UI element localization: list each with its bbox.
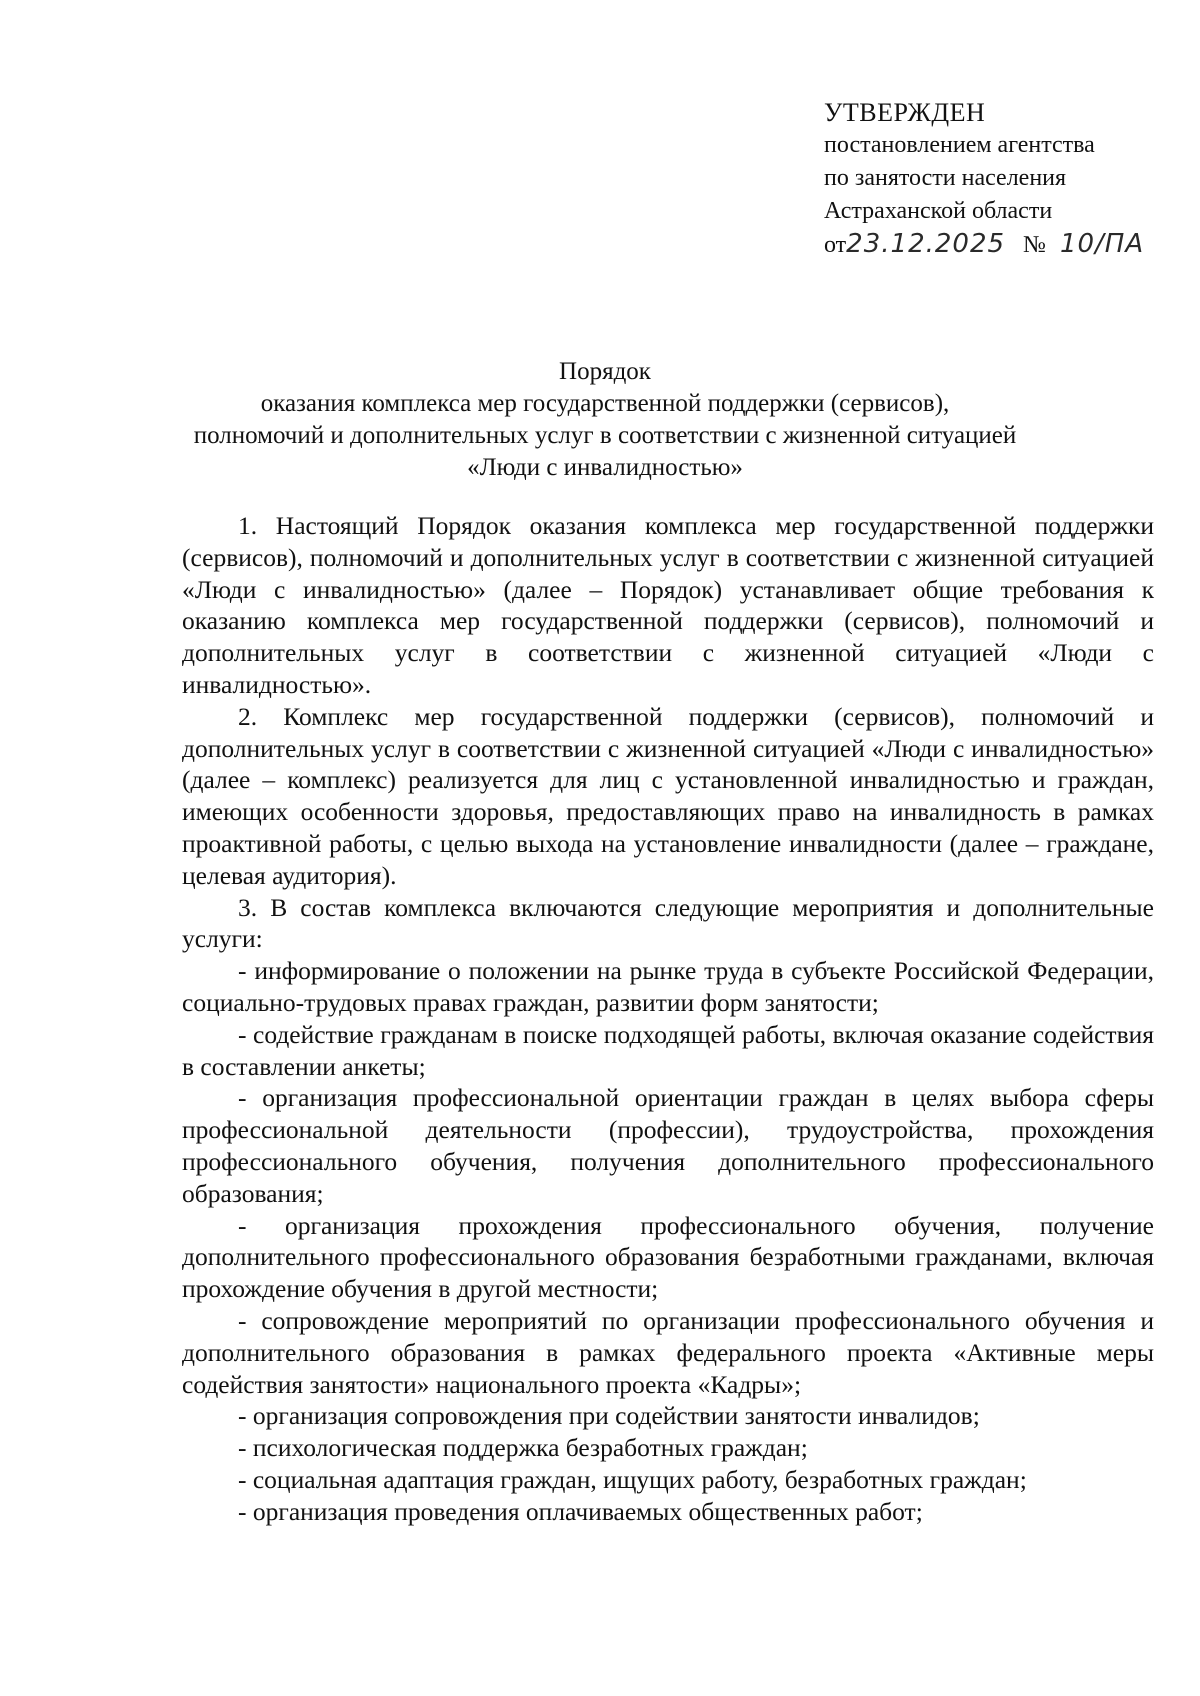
- list-item: - содействие гражданам в поиске подходящей работы, включая оказание содействия в составлении анкеты;: [182, 1019, 1154, 1081]
- paragraph-2: 2. Комплекс мер государственной поддержки (сервисов), полномочий и дополнительных услуг в соответствии с жизненной ситуацией «Люди с инвалидностью» (далее – комплекс) реализуется для лиц с установленной инвалидностью и граждан, имеющих особенности здоровья, предоставляющих право на инвалидность в рамках проактивной работы, с целью выхода на установление инвалидности (далее – граждане, целевая аудитория).: [182, 701, 1154, 890]
- list-item: - социальная адаптация граждан, ищущих работу, безработных граждан;: [238, 1464, 1027, 1494]
- approval-line-3: Астраханской области: [824, 198, 1053, 224]
- title-line-1: оказания комплекса мер государственной поддержки (сервисов),: [260, 390, 950, 417]
- list-item: - информирование о положении на рынке труда в субъекте Российской Федерации, социально-трудовых правах граждан, развитии форм занятости;: [182, 956, 1154, 1017]
- paragraph-1: 1. Настоящий Порядок оказания комплекса мер государственной поддержки (сервисов), полномочий и дополнительных услуг в соответствии с жизненной ситуацией «Люди с инвалидностью» (далее – Порядок) устанавливает общие требования к оказанию комплекса мер государственной поддержки (сервисов), полномочий и дополнительных услуг в соответствии с жизненной ситуацией «Люди с инвалидностью».: [182, 511, 1154, 699]
- title-heading: Порядок: [559, 358, 651, 385]
- approval-line-1: постановлением агентства: [824, 132, 1095, 158]
- handwritten-number: 10/ПА: [1059, 229, 1145, 259]
- handwritten-date: 23.12.2025: [846, 229, 1006, 259]
- number-sign: №: [1023, 232, 1046, 258]
- list-item: - психологическая поддержка безработных граждан;: [238, 1433, 808, 1463]
- document-title: [150, 356, 1060, 484]
- paragraph-3: 3. В состав комплекса включаются следующие мероприятия и дополнительные услуги:: [182, 892, 1154, 954]
- title-line-2: полномочий и дополнительных услуг в соответствии с жизненной ситуацией: [193, 422, 1017, 449]
- list-item: - организация проведения оплачиваемых общественных работ;: [238, 1496, 923, 1526]
- list-item: - организация профессиональной ориентации граждан в целях выбора сферы профессиональной деятельности (профессии), трудоустройства, прохождения профессионального обучения, получения дополнительного профессионального образования;: [182, 1083, 1154, 1208]
- title-line-3: «Люди с инвалидностью»: [467, 454, 743, 481]
- date-prefix: от: [824, 232, 847, 258]
- document-body: [182, 510, 1154, 1528]
- list-item: - организация прохождения профессионального обучения, получение дополнительного профессионального образования безработными гражданами, включая прохождение обучения в другой местности;: [182, 1210, 1154, 1304]
- approval-line-2: по занятости населения: [824, 165, 1067, 191]
- approval-date-line: [824, 228, 1164, 264]
- approval-stamp-block: [824, 96, 1164, 264]
- list-item: - сопровождение мероприятий по организации профессионального обучения и дополнительного образования в рамках федерального проекта «Активные меры содействия занятости» национального проекта «Кадры»;: [182, 1305, 1154, 1399]
- list-item: - организация сопровождения при содействии занятости инвалидов;: [238, 1401, 980, 1431]
- approved-heading: УТВЕРЖДЕН: [824, 98, 986, 127]
